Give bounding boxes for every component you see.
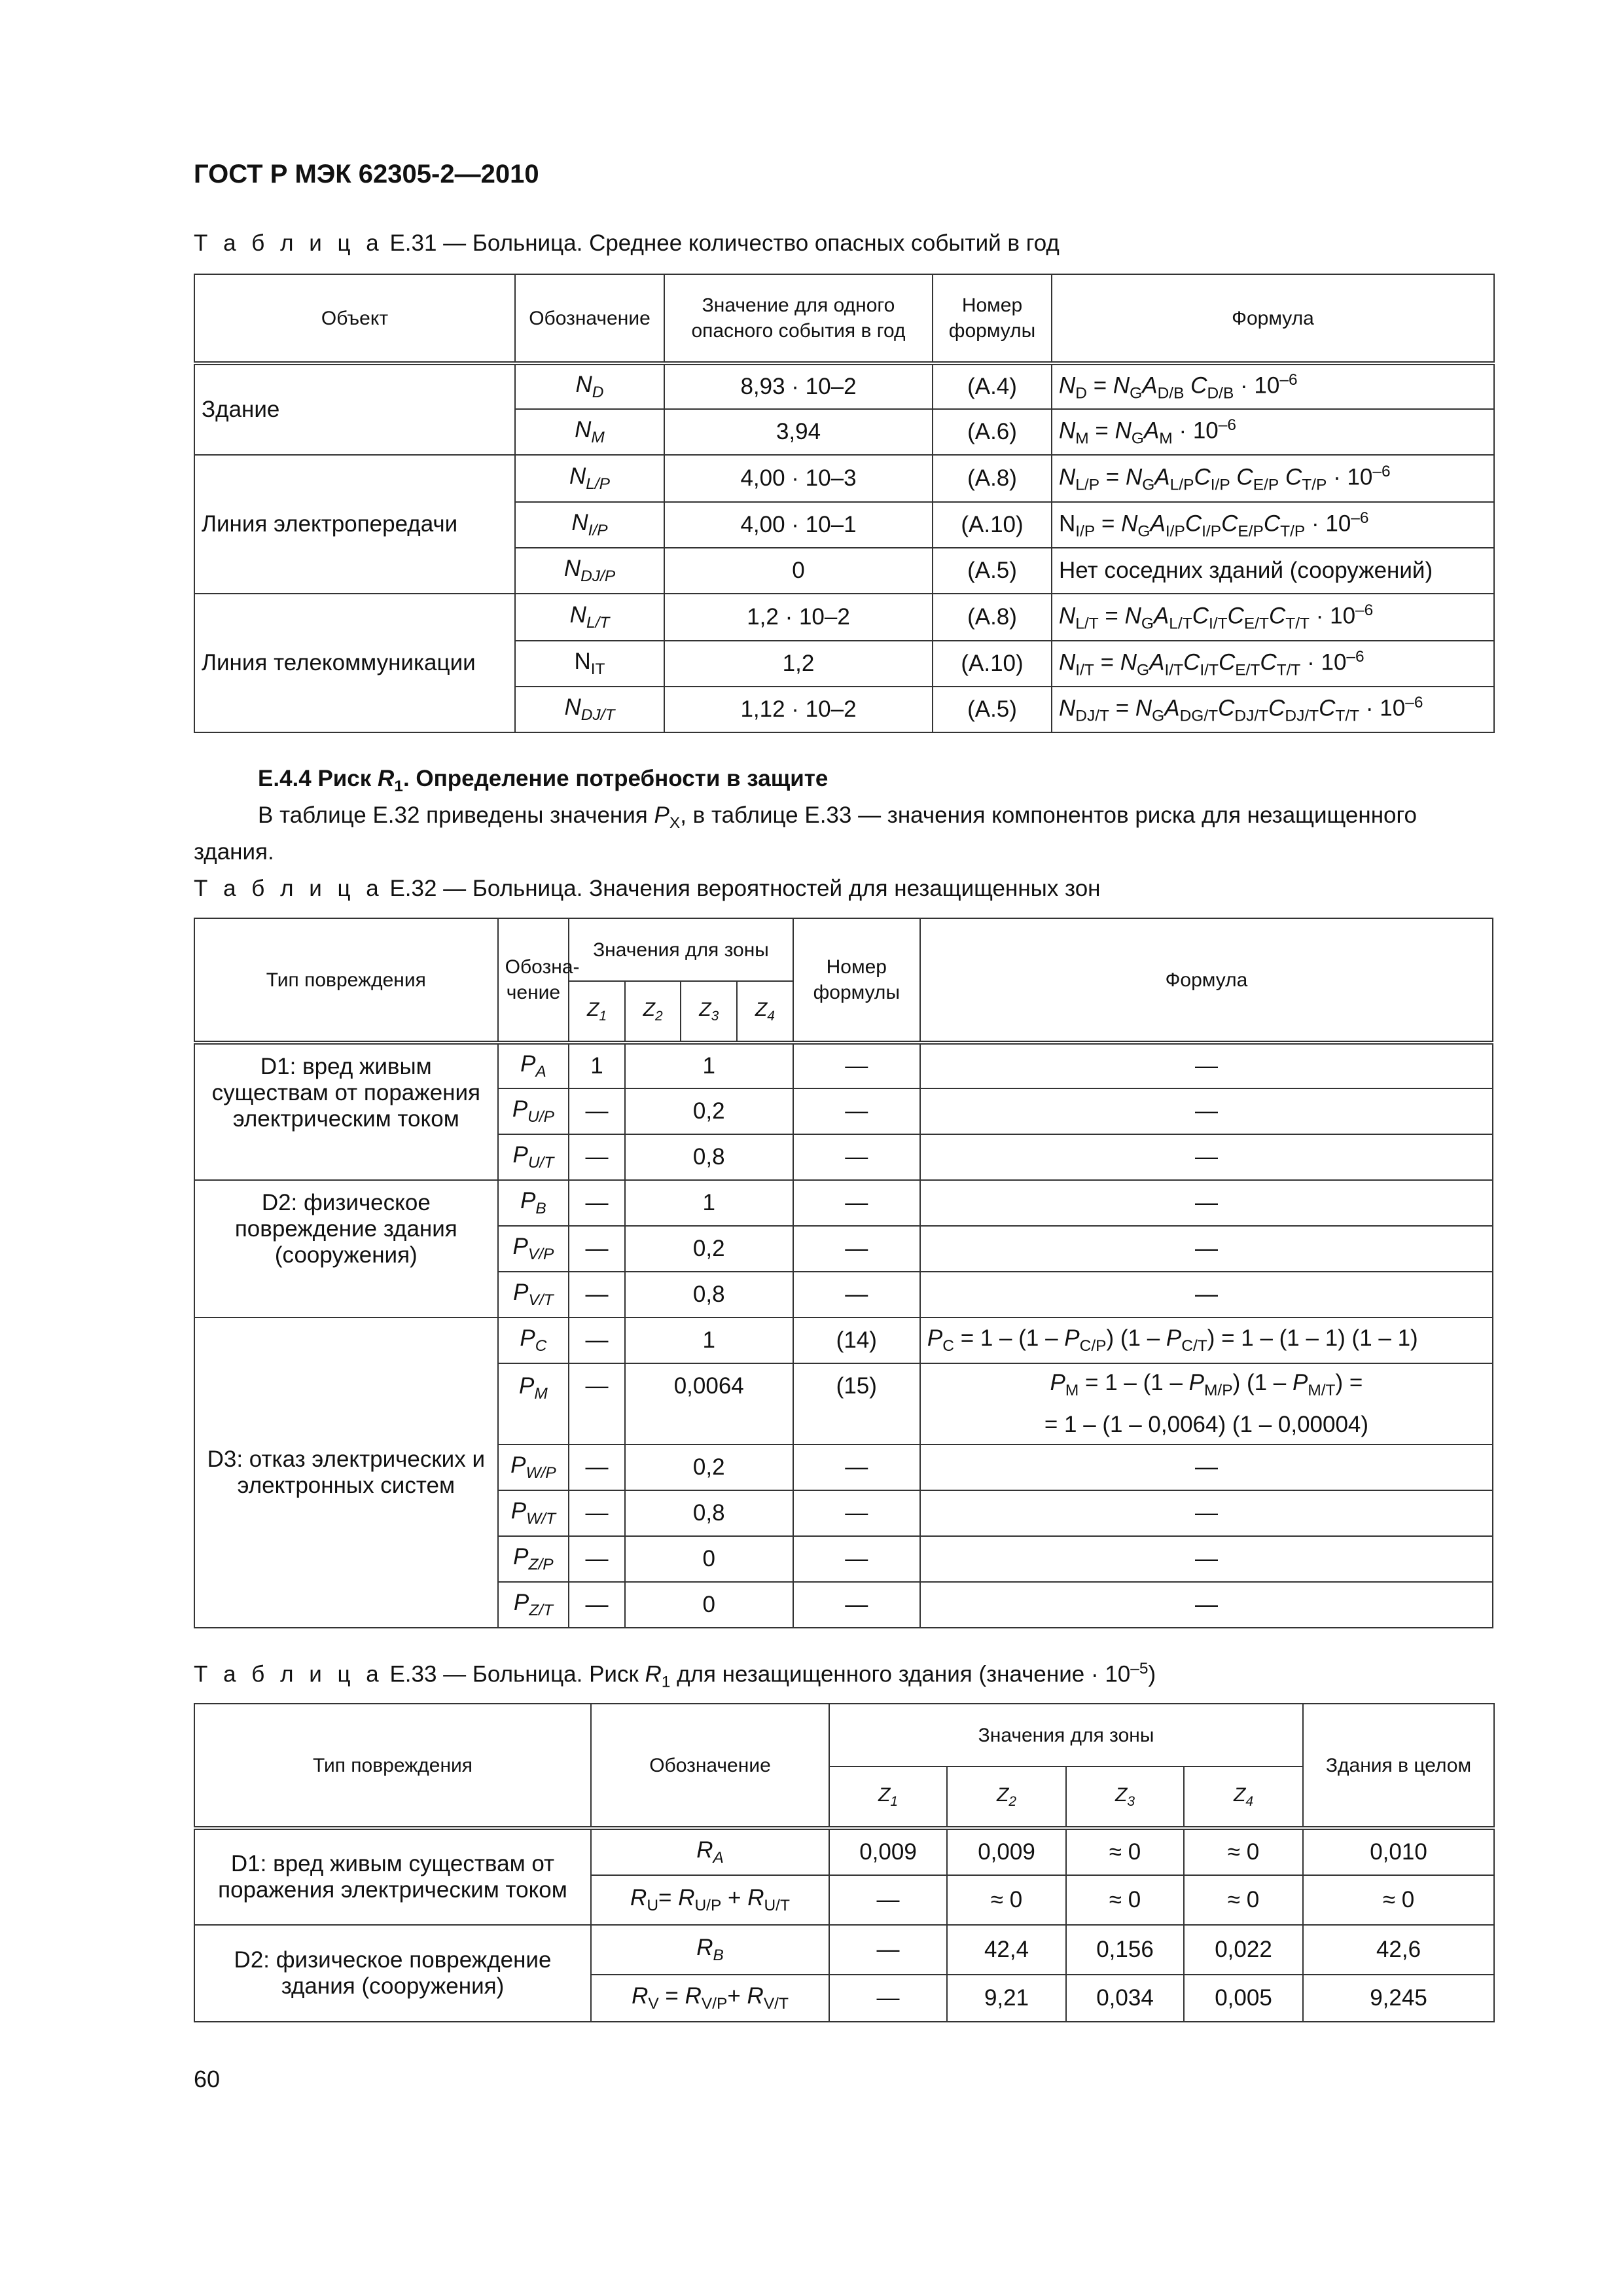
table-row: $P_M$ — 0,0064 (15) $P_M = 1 - (1 - P_{M/P})$ $(1 - P_{M/T})$ = = 1 – (1 – 0,0064) (1 – 0,00004) xyxy=(194,1363,1493,1444)
table-row: $N_{IT}$ 1,2 (А.10) $N_{I/T} = N_GA_{I/T}C_{I/T}C_{E/T}C_{T/T} \cdot 10^{-6}$ xyxy=(194,641,1494,687)
table-row: $P_{Z/P}$ — 0 — — xyxy=(194,1536,1493,1582)
table-row: Здание $N_D$ 8,93 · 10–2 (А.4) $N_D = N_GA_{D/B}$ $C_{D/B} \cdot 10^{-6}$ xyxy=(194,363,1494,409)
table-row: $P_{W/T}$ — 0,8 — — xyxy=(194,1490,1493,1536)
table-row: $P_{V/P}$ — 0,2 — — xyxy=(194,1226,1493,1272)
table-row: $P_{U/P}$ — 0,2 — — xyxy=(194,1088,1493,1134)
table32-caption: Т а б л и ц а Е.32 — Больница. Значения вероятностей для незащищенных зон xyxy=(194,876,1101,901)
section-heading: Е.4.4 Риск $R_1$. Определение потребности в защите xyxy=(258,766,829,795)
table-row: D3: отказ электрических и электронных систем $P_C$ — 1 (14) $P_C = 1 - (1 - P_{C/P})$ $(1 - P_{C/T}) = 1 - (1 - 1)$ (1 – 1) xyxy=(194,1318,1493,1363)
standard-header: ГОСТ Р МЭК 62305-2—2010 xyxy=(194,160,539,188)
table-row: Линия телекоммуникации $N_{L/T}$ 1,2 · 10–2 (А.8) $N_{L/T} = N_GA_{L/T}C_{I/T}C_{E/T}C_{T/T} \cdot 10^{-6}$ xyxy=(194,594,1494,641)
table-row: $P_{W/P}$ — 0,2 — — xyxy=(194,1444,1493,1490)
table-row: D2: физическое повреждение здания (сооружения) $R_B$ — 42,4 0,156 0,022 42,6 xyxy=(194,1925,1494,1975)
table-row: D2: физическое повреждение здания (сооружения) $P_B$ — 1 — — xyxy=(194,1180,1493,1226)
table-row: $R_V = R_{V/P}+ R_{V/T}$ — 9,21 0,034 0,005 9,245 xyxy=(194,1975,1494,2022)
section-text: В таблице Е.32 приведены значения $P_X$, в таблице Е.33 — значения компонентов риска для незащищенного здания. xyxy=(194,802,1417,865)
table33-caption: Т а б л и ц а Е.33 — Больница. Риск $R_1$ для незащищенного здания (значение · $10^{-5}$) xyxy=(194,1660,1156,1691)
table-row: D1: вред живым существам от поражения электрическим током $R_A$ 0,009 0,009 ≈ 0 ≈ 0 0,010 xyxy=(194,1828,1494,1875)
table-row: $N_{I/P}$ 4,00 · 10–1 (А.10) $N_{I/P} = N_GA_{I/P}C_{I/P}C_{E/P}C_{T/P} \cdot 10^{-6}$ xyxy=(194,502,1494,548)
table31-caption: Т а б л и ц а Е.31 — Больница. Среднее количество опасных событий в год xyxy=(194,230,1060,256)
table31: Объект Обозначение Значение для одного опасного события в год Номер формулы Формула Здание $N_D$ 8,93 · 10–2 (А.4) $N_D = N_GA_{D/B}$ $C_{D/B} \cdot 10^{-6}$ $N_M$ 3,94 (А.6) $N_M = N_GA_M \cdot 10^{-6}$ Линия электропередачи $N_{L/P}$ 4,00 · 10–3 (А.8) $N_{L/P} = N_GA_{L/P}C_{I/P}$ $C_{E/P}$ $C_{T/P} \cdot 10^{-6}$ $N_{I/P}$ 4,00 · 10–1 (А.10) $N_{I/P} = N_GA_{I/P}C_{I/P}C_{E/P}C_{T/P} \cdot 10^{-6}$ $N_{DJ/P}$ 0 (А.5) Нет соседних зданий (сооружений) Линия телекоммуникации $N_{L/T}$ 1,2 · 10–2 (А.8) $N_{L/T} = N_GA_{L/T}C_{I/T}C_{E/T}C_{T/T} \cdot 10^{-6}$ $N_{IT}$ 1,2 (А.10) $N_{I/T} = N_GA_{I/T}C_{I/T}C_{E/T}C_{T/T} \cdot 10^{-6}$ $N_{DJ/T}$ 1,12 · 10–2 (А.5) $N_{DJ/T} = N_GA_{DG/T}C_{DJ/T}C_{DJ/T}C_{T/T} \cdot 10^{-6}$ xyxy=(194,274,1495,733)
table-row: $P_{V/T}$ — 0,8 — — xyxy=(194,1272,1493,1318)
table-row: $N_M$ 3,94 (А.6) $N_M = N_GA_M \cdot 10^{-6}$ xyxy=(194,409,1494,455)
table32: Тип повреждения Обозна-чение Значения для зоны Номер формулы Формула $Z_1$ $Z_2$ $Z_3$ $Z_4$ D1: вред живым существам от поражения электрическим током $P_A$ 1 1 — — $P_{U/P}$ — 0,2 — — $P_{U/T}$ — 0,8 — — D2: физическое повреждение здания (сооружения) $P_B$ — 1 — — $P_{V/P}$ — 0,2 — — $P_{V/T}$ — 0,8 — — D3: отказ электрических и электронных систем $P_C$ — 1 (14) $P_C = 1 - (1 - P_{C/P})$ $(1 - P_{C/T}) = 1 - (1 - 1)$ (1 – 1) $P_M$ — 0,0064 (15) $P_M = 1 - (1 - P_{M/P})$ $(1 - P_{M/T})$ = = 1 – (1 – 0,0064) (1 – 0,00004) $P_{W/P}$ — 0,2 — — $P_{W/T}$ — 0,8 — — $P_{Z/P}$ — 0 — — $P_{Z/T}$ — 0 — — xyxy=(194,918,1493,1628)
table33: Тип повреждения Обозначение Значения для зоны Здания в целом $Z_1$ $Z_2$ $Z_3$ $Z_4$ D1: вред живым существам от поражения электрическим током $R_A$ 0,009 0,009 ≈ 0 ≈ 0 0,010 $R_U= R_{U/P} + R_{U/T}$ — ≈ 0 ≈ 0 ≈ 0 ≈ 0 D2: физическое повреждение здания (сооружения) $R_B$ — 42,4 0,156 0,022 42,6 $R_V = R_{V/P}+ R_{V/T}$ — 9,21 0,034 0,005 9,245 xyxy=(194,1703,1495,2022)
section-e44 xyxy=(194,764,1496,867)
table-row: D1: вред живым существам от поражения электрическим током $P_A$ 1 1 — — xyxy=(194,1043,1493,1088)
table-row: $N_{DJ/P}$ 0 (А.5) Нет соседних зданий (сооружений) xyxy=(194,548,1494,594)
table-row: $R_U= R_{U/P} + R_{U/T}$ — ≈ 0 ≈ 0 ≈ 0 ≈ 0 xyxy=(194,1875,1494,1925)
page-number: 60 xyxy=(194,2066,221,2092)
table-row: Линия электропередачи $N_{L/P}$ 4,00 · 10–3 (А.8) $N_{L/P} = N_GA_{L/P}C_{I/P}$ $C_{E/P}$ $C_{T/P} \cdot 10^{-6}$ xyxy=(194,455,1494,502)
table-row: $N_{DJ/T}$ 1,12 · 10–2 (А.5) $N_{DJ/T} = N_GA_{DG/T}C_{DJ/T}C_{DJ/T}C_{T/T} \cdot 10^{-6}$ xyxy=(194,687,1494,732)
table-row: $P_{Z/T}$ — 0 — — xyxy=(194,1582,1493,1628)
table-row: $P_{U/T}$ — 0,8 — — xyxy=(194,1134,1493,1180)
